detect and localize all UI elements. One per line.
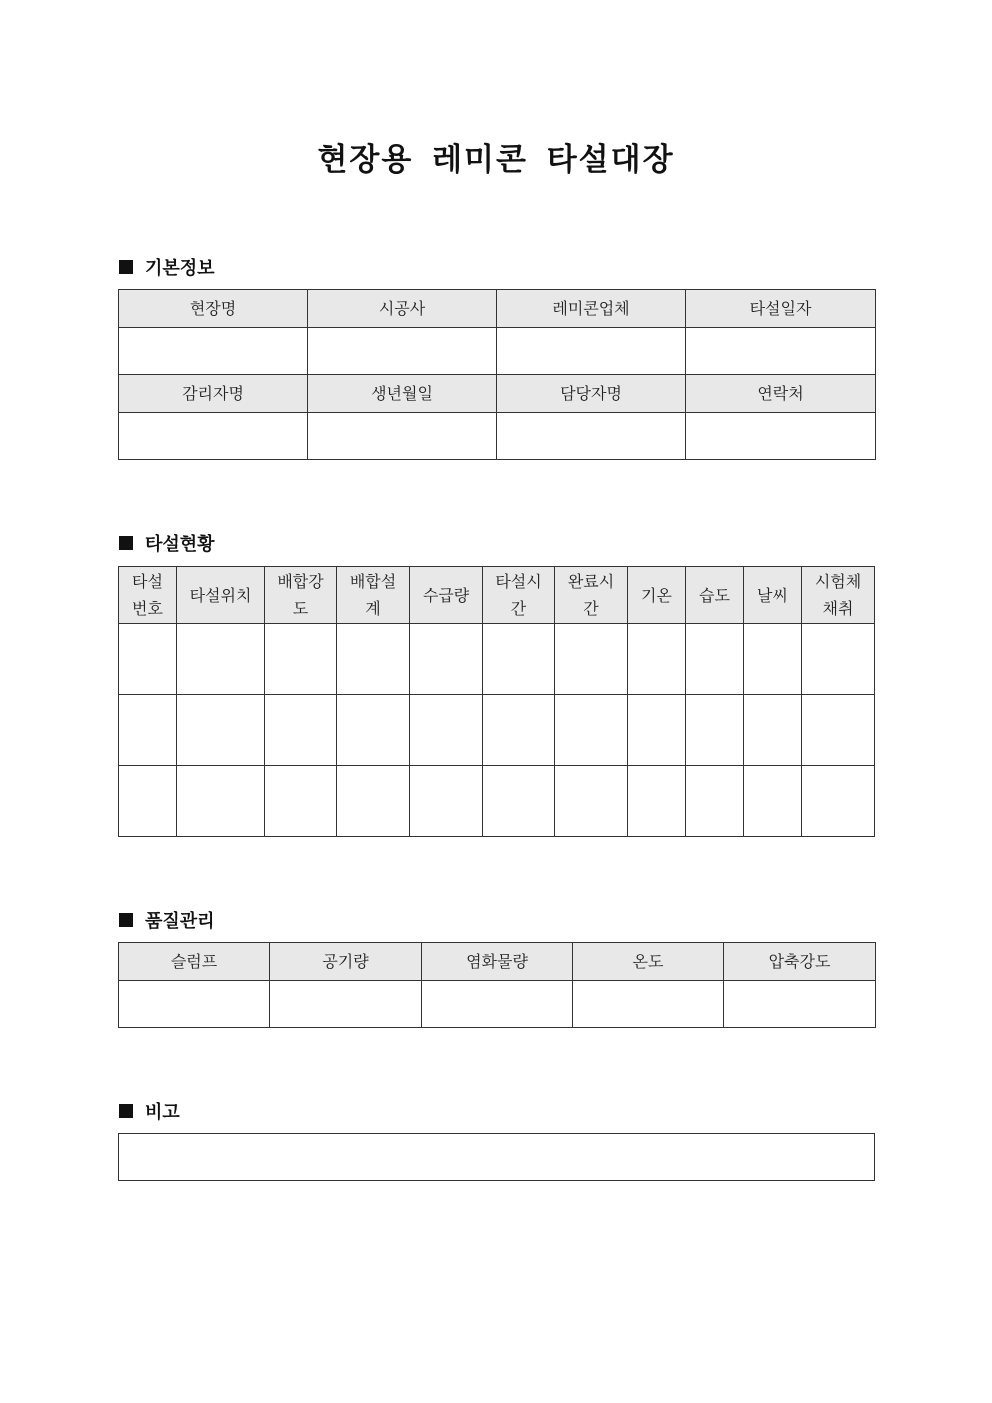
input-row [119, 981, 876, 1028]
input-cell[interactable] [744, 695, 802, 766]
basic-info-table [118, 289, 876, 460]
header-row [119, 943, 876, 981]
input-cell[interactable] [265, 695, 337, 766]
input-cell[interactable] [119, 624, 177, 695]
header-cell-weather: 날씨 [744, 567, 802, 624]
input-cell[interactable] [744, 624, 802, 695]
square-bullet-icon [119, 536, 133, 550]
input-row [119, 1134, 875, 1181]
input-cell[interactable] [119, 766, 177, 837]
header-cell-air-content: 공기량 [270, 943, 422, 981]
input-row [119, 328, 876, 375]
input-cell[interactable] [177, 695, 265, 766]
header-cell-supply-volume: 수급량 [410, 567, 483, 624]
input-cell[interactable] [119, 981, 270, 1028]
square-bullet-icon [119, 260, 133, 274]
input-cell[interactable] [483, 624, 555, 695]
header-cell-humidity: 습도 [686, 567, 744, 624]
section-title: 기본정보 [145, 258, 215, 279]
input-cell[interactable] [410, 695, 483, 766]
input-cell[interactable] [802, 766, 875, 837]
header-cell-compressive-strength: 압축강도 [724, 943, 876, 981]
input-cell[interactable] [555, 624, 628, 695]
input-cell[interactable] [744, 766, 802, 837]
input-cell[interactable] [686, 328, 876, 375]
section-heading-remarks [119, 1098, 180, 1124]
header-cell-site-name: 현장명 [119, 290, 308, 328]
input-cell[interactable] [265, 624, 337, 695]
input-cell[interactable] [555, 695, 628, 766]
input-cell[interactable] [686, 624, 744, 695]
section-heading-pouring-status [119, 530, 215, 556]
input-cell[interactable] [410, 624, 483, 695]
input-cell[interactable] [265, 766, 337, 837]
input-cell[interactable] [686, 766, 744, 837]
header-cell-manager-name: 담당자명 [497, 375, 686, 413]
input-cell[interactable] [555, 766, 628, 837]
header-cell-contractor: 시공사 [308, 290, 497, 328]
input-cell[interactable] [628, 695, 686, 766]
input-cell[interactable] [802, 624, 875, 695]
input-cell[interactable] [119, 413, 308, 460]
table-row [119, 695, 875, 766]
header-cell-temperature: 온도 [573, 943, 724, 981]
input-cell[interactable] [119, 695, 177, 766]
header-cell-remicon-company: 레미콘업체 [497, 290, 686, 328]
remarks-input-cell[interactable] [119, 1134, 875, 1181]
input-cell[interactable] [573, 981, 724, 1028]
input-cell[interactable] [270, 981, 422, 1028]
input-cell[interactable] [497, 328, 686, 375]
header-cell-specimen-sampling: 시험체 채취 [802, 567, 875, 624]
header-cell-slump: 슬럼프 [119, 943, 270, 981]
page-title: 현장용 레미콘 타설대장 [317, 142, 675, 178]
header-cell-completion-time: 완료시 간 [555, 567, 628, 624]
remarks-table [118, 1133, 875, 1181]
input-cell[interactable] [410, 766, 483, 837]
header-row [119, 290, 876, 328]
header-cell-mix-strength: 배합강 도 [265, 567, 337, 624]
input-cell[interactable] [177, 624, 265, 695]
table-row [119, 624, 875, 695]
input-cell[interactable] [483, 766, 555, 837]
input-cell[interactable] [119, 328, 308, 375]
header-cell-pour-time: 타설시 간 [483, 567, 555, 624]
input-cell[interactable] [628, 624, 686, 695]
input-cell[interactable] [337, 695, 410, 766]
input-cell[interactable] [802, 695, 875, 766]
header-cell-pour-location: 타설위치 [177, 567, 265, 624]
input-cell[interactable] [724, 981, 876, 1028]
pouring-status-table [118, 566, 875, 837]
input-cell[interactable] [177, 766, 265, 837]
section-title: 비고 [145, 1102, 180, 1123]
square-bullet-icon [119, 1104, 133, 1118]
header-cell-temperature: 기온 [628, 567, 686, 624]
input-cell[interactable] [337, 624, 410, 695]
header-cell-pour-date: 타설일자 [686, 290, 876, 328]
input-cell[interactable] [483, 695, 555, 766]
header-cell-birth-date: 생년월일 [308, 375, 497, 413]
header-cell-pour-number: 타설 번호 [119, 567, 177, 624]
input-cell[interactable] [337, 766, 410, 837]
header-cell-chloride-content: 염화물량 [422, 943, 573, 981]
section-title: 타설현황 [145, 534, 215, 555]
header-row [119, 375, 876, 413]
input-cell[interactable] [308, 328, 497, 375]
input-row [119, 413, 876, 460]
quality-control-table [118, 942, 876, 1028]
header-cell-contact: 연락처 [686, 375, 876, 413]
section-heading-basic-info [119, 254, 215, 280]
header-row [119, 567, 875, 624]
input-cell[interactable] [497, 413, 686, 460]
input-cell[interactable] [422, 981, 573, 1028]
header-cell-supervisor-name: 감리자명 [119, 375, 308, 413]
section-heading-quality-control [119, 907, 215, 933]
section-title: 품질관리 [145, 911, 215, 932]
input-cell[interactable] [686, 695, 744, 766]
table-row [119, 766, 875, 837]
input-cell[interactable] [308, 413, 497, 460]
input-cell[interactable] [628, 766, 686, 837]
square-bullet-icon [119, 913, 133, 927]
input-cell[interactable] [686, 413, 876, 460]
header-cell-mix-design: 배합설 계 [337, 567, 410, 624]
